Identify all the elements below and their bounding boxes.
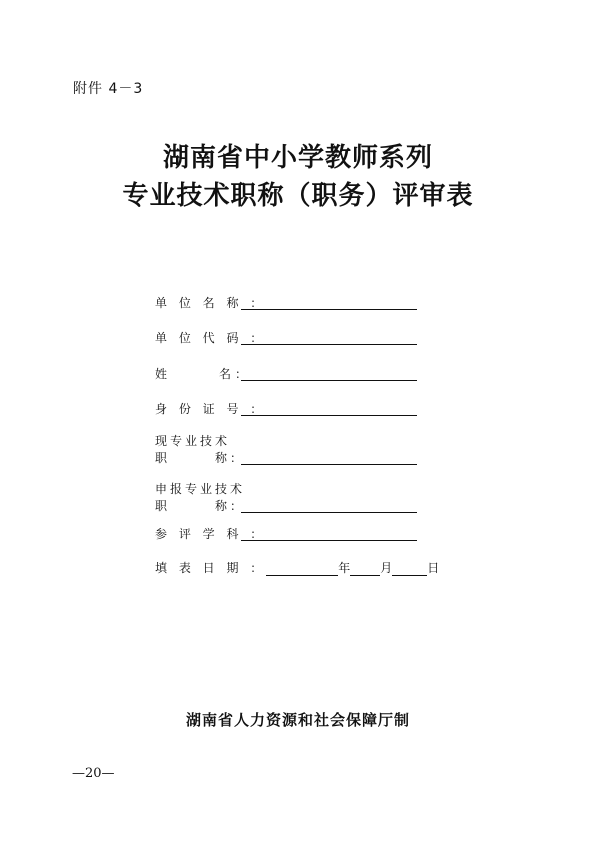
applied-title-row <box>155 481 417 515</box>
name-label: 姓 名： <box>155 367 252 381</box>
form-title-line-2: 专业技术职称（职务）评审表 <box>122 181 474 211</box>
unit-name-label: 单 位 名 称 ： <box>155 296 267 310</box>
unit-code-field[interactable] <box>241 344 417 345</box>
applied-title-label-line-2: 职 称： <box>155 499 246 513</box>
current-title-label-line-1: 现专业技术 <box>155 434 231 448</box>
fill-date-row <box>155 559 439 576</box>
id-number-label: 身 份 证 号 ： <box>155 402 267 416</box>
year-label: 年 <box>338 561 351 575</box>
applied-title-label <box>155 481 245 515</box>
name-field[interactable] <box>241 380 417 381</box>
current-title-label <box>155 433 245 467</box>
applied-title-label-line-1: 申报专业技术 <box>155 482 246 496</box>
applied-title-field[interactable] <box>241 512 417 513</box>
unit-code-row <box>155 330 417 347</box>
unit-name-field[interactable] <box>241 309 417 310</box>
subject-field[interactable] <box>241 540 417 541</box>
id-number-field[interactable] <box>241 415 417 416</box>
year-field[interactable] <box>266 561 338 576</box>
day-field[interactable] <box>392 561 427 576</box>
month-label: 月 <box>380 561 393 575</box>
month-field[interactable] <box>350 561 380 576</box>
name-row <box>155 366 417 383</box>
unit-code-label: 单 位 代 码 ： <box>155 331 267 345</box>
form-title-line-1: 湖南省中小学教师系列 <box>162 143 433 173</box>
unit-name-row <box>155 295 417 312</box>
current-title-row <box>155 433 417 467</box>
page-number: —20— <box>72 766 115 781</box>
current-title-label-line-2: 职 称： <box>155 451 246 465</box>
annex-label: 附件 4－3 <box>73 81 144 97</box>
subject-row <box>155 526 417 543</box>
day-label: 日 <box>427 561 440 575</box>
current-title-field[interactable] <box>241 464 417 465</box>
subject-label: 参 评 学 科 ： <box>155 527 267 541</box>
issuer-text: 湖南省人力资源和社会保障厅制 <box>185 711 410 729</box>
fill-date-label: 填 表 日 期 ： <box>155 561 267 575</box>
id-number-row <box>155 401 417 418</box>
